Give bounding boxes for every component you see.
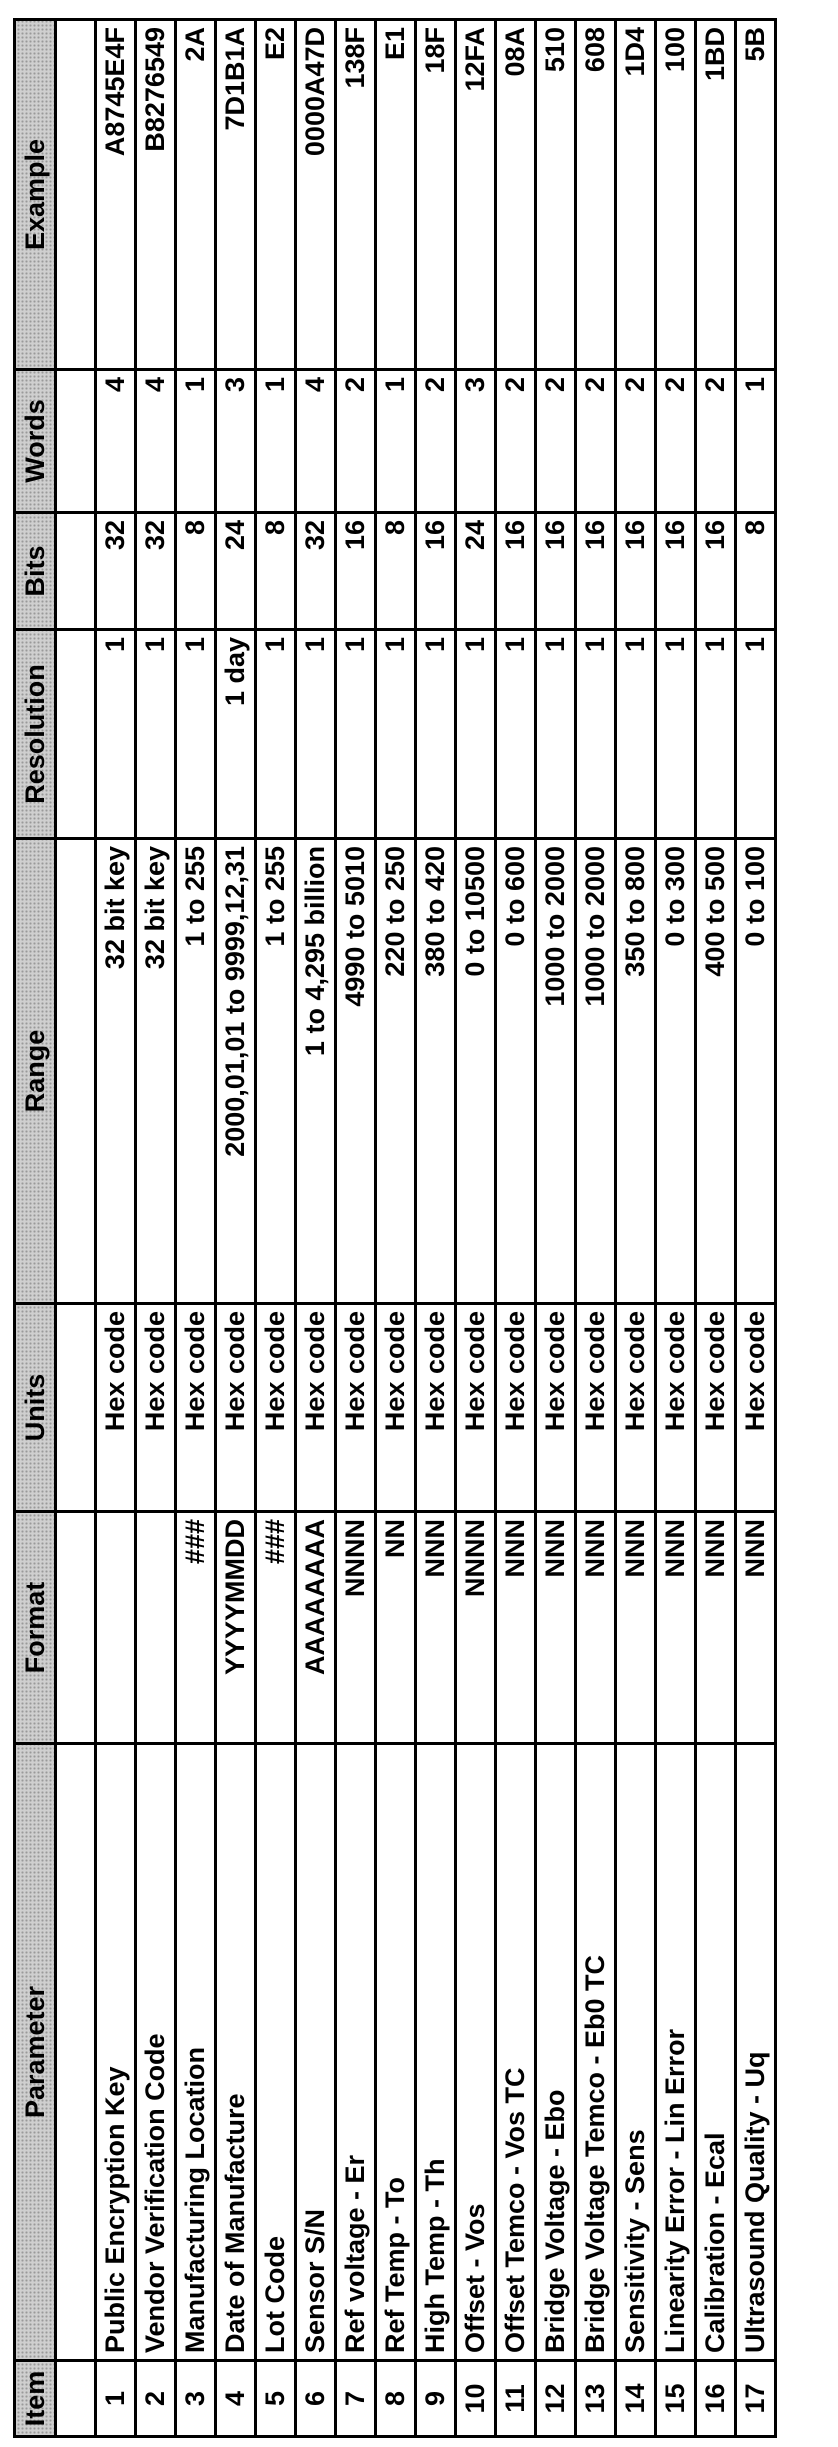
cell-resolution: 1 (376, 630, 416, 839)
cell-example: 0000A47D (296, 20, 336, 370)
cell-bits: 16 (496, 513, 536, 630)
cell-parameter: Ref Temp - To (376, 1744, 416, 2361)
cell-format: NNN (616, 1512, 656, 1744)
table-row (616, 20, 656, 2437)
cell-bits: 8 (736, 513, 776, 630)
cell-resolution: 1 (96, 630, 136, 839)
cell-range: 1 to 255 (176, 839, 216, 1304)
cell-example: 2A (176, 20, 216, 370)
cell-resolution: 1 (296, 630, 336, 839)
cell-parameter: Bridge Voltage - Ebo (536, 1744, 576, 2361)
cell-parameter: Sensitivity - Sens (616, 1744, 656, 2361)
cell-format: YYYYMMDD (216, 1512, 256, 1744)
table-row (216, 20, 256, 2437)
cell-resolution: 1 (416, 630, 456, 839)
cell-example: 608 (576, 20, 616, 370)
header-example: Example (15, 20, 56, 370)
cell-words: 4 (96, 370, 136, 513)
cell-units: Hex code (296, 1304, 336, 1512)
cell-parameter: Date of Manufacture (216, 1744, 256, 2361)
table-row (576, 20, 616, 2437)
cell-range: 1000 to 2000 (536, 839, 576, 1304)
cell-bits: 8 (256, 513, 296, 630)
cell-words: 3 (456, 370, 496, 513)
cell-words: 4 (136, 370, 176, 513)
cell-example: 18F (416, 20, 456, 370)
cell-bits: 16 (536, 513, 576, 630)
cell-example: 12FA (456, 20, 496, 370)
cell-parameter: Sensor S/N (296, 1744, 336, 2361)
cell-range: 0 to 300 (656, 839, 696, 1304)
cell-bits: 16 (576, 513, 616, 630)
cell-example: 7D1B1A (216, 20, 256, 370)
cell-units: Hex code (256, 1304, 296, 1512)
cell-example: 138F (336, 20, 376, 370)
header-resolution: Resolution (15, 630, 56, 839)
cell-resolution: 1 (176, 630, 216, 839)
cell-units: Hex code (576, 1304, 616, 1512)
cell-range: 1 to 255 (256, 839, 296, 1304)
cell-item: 13 (576, 2361, 616, 2437)
cell-example: A8745E4F (96, 20, 136, 370)
cell-words: 1 (256, 370, 296, 513)
cell-units: Hex code (656, 1304, 696, 1512)
cell-resolution: 1 (136, 630, 176, 839)
cell-example: E2 (256, 20, 296, 370)
table-row (376, 20, 416, 2437)
cell-format: NNN (736, 1512, 776, 1744)
cell-item: 17 (736, 2361, 776, 2437)
header-row (15, 20, 56, 2437)
cell-resolution: 1 (736, 630, 776, 839)
cell-range: 220 to 250 (376, 839, 416, 1304)
cell-bits: 24 (216, 513, 256, 630)
cell-words: 2 (496, 370, 536, 513)
table-row (456, 20, 496, 2437)
cell-bits: 24 (456, 513, 496, 630)
table-row (416, 20, 456, 2437)
cell-range: 380 to 420 (416, 839, 456, 1304)
cell-words: 1 (176, 370, 216, 513)
header-units: Units (15, 1304, 56, 1512)
header-format: Format (15, 1512, 56, 1744)
cell-units: Hex code (696, 1304, 736, 1512)
cell-item: 10 (456, 2361, 496, 2437)
header-words: Words (15, 370, 56, 513)
cell-item: 6 (296, 2361, 336, 2437)
table-row (96, 20, 136, 2437)
cell-units: Hex code (136, 1304, 176, 1512)
cell-words: 4 (296, 370, 336, 513)
cell-resolution: 1 (496, 630, 536, 839)
cell-resolution: 1 (456, 630, 496, 839)
cell-units: Hex code (736, 1304, 776, 1512)
cell-format (96, 1512, 136, 1744)
cell-example: 5B (736, 20, 776, 370)
header-range: Range (15, 839, 56, 1304)
header-item: Item (15, 2361, 56, 2437)
cell-example: 08A (496, 20, 536, 370)
cell-item: 4 (216, 2361, 256, 2437)
cell-format: ### (256, 1512, 296, 1744)
cell-parameter: Ultrasound Quality - Uq (736, 1744, 776, 2361)
cell-bits: 32 (296, 513, 336, 630)
cell-range: 32 bit key (96, 839, 136, 1304)
cell-format: AAAAAAAA (296, 1512, 336, 1744)
cell-words: 2 (576, 370, 616, 513)
cell-resolution: 1 (656, 630, 696, 839)
cell-parameter: Manufacturing Location (176, 1744, 216, 2361)
cell-format: NNN (696, 1512, 736, 1744)
cell-words: 2 (696, 370, 736, 513)
table-row (656, 20, 696, 2437)
cell-range: 32 bit key (136, 839, 176, 1304)
cell-resolution: 1 (256, 630, 296, 839)
cell-example: 1D4 (616, 20, 656, 370)
cell-range: 350 to 800 (616, 839, 656, 1304)
cell-parameter: Vendor Verification Code (136, 1744, 176, 2361)
cell-units: Hex code (176, 1304, 216, 1512)
cell-words: 2 (416, 370, 456, 513)
cell-item: 8 (376, 2361, 416, 2437)
cell-range: 1 to 4,295 billion (296, 839, 336, 1304)
cell-item: 15 (656, 2361, 696, 2437)
cell-format (136, 1512, 176, 1744)
cell-format: NNNN (336, 1512, 376, 1744)
cell-resolution: 1 (336, 630, 376, 839)
cell-parameter: Ref voltage - Er (336, 1744, 376, 2361)
cell-words: 1 (736, 370, 776, 513)
cell-resolution: 1 (616, 630, 656, 839)
cell-bits: 8 (376, 513, 416, 630)
cell-units: Hex code (456, 1304, 496, 1512)
cell-resolution: 1 (696, 630, 736, 839)
cell-range: 0 to 10500 (456, 839, 496, 1304)
cell-example: E1 (376, 20, 416, 370)
cell-words: 2 (536, 370, 576, 513)
cell-parameter: Offset - Vos (456, 1744, 496, 2361)
cell-parameter: High Temp - Th (416, 1744, 456, 2361)
cell-format: ### (176, 1512, 216, 1744)
cell-bits: 16 (336, 513, 376, 630)
cell-words: 3 (216, 370, 256, 513)
cell-format: NNN (656, 1512, 696, 1744)
cell-resolution: 1 (576, 630, 616, 839)
table-row (736, 20, 776, 2437)
cell-words: 2 (336, 370, 376, 513)
cell-words: 1 (376, 370, 416, 513)
cell-resolution: 1 (536, 630, 576, 839)
cell-bits: 16 (696, 513, 736, 630)
cell-parameter: Bridge Voltage Temco - Eb0 TC (576, 1744, 616, 2361)
cell-example: 510 (536, 20, 576, 370)
cell-bits: 16 (416, 513, 456, 630)
cell-item: 2 (136, 2361, 176, 2437)
table-row (336, 20, 376, 2437)
cell-units: Hex code (616, 1304, 656, 1512)
table-row (136, 20, 176, 2437)
rotated-page (0, 0, 838, 2447)
cell-units: Hex code (376, 1304, 416, 1512)
header-bits: Bits (15, 513, 56, 630)
table-row (256, 20, 296, 2437)
cell-parameter: Calibration - Ecal (696, 1744, 736, 2361)
cell-units: Hex code (416, 1304, 456, 1512)
cell-item: 16 (696, 2361, 736, 2437)
cell-words: 2 (616, 370, 656, 513)
cell-bits: 16 (616, 513, 656, 630)
cell-range: 400 to 500 (696, 839, 736, 1304)
cell-item: 7 (336, 2361, 376, 2437)
cell-units: Hex code (496, 1304, 536, 1512)
cell-units: Hex code (536, 1304, 576, 1512)
table-row (296, 20, 336, 2437)
cell-item: 1 (96, 2361, 136, 2437)
cell-range: 4990 to 5010 (336, 839, 376, 1304)
cell-range: 0 to 100 (736, 839, 776, 1304)
cell-item: 3 (176, 2361, 216, 2437)
cell-range: 2000,01,01 to 9999,12,31 (216, 839, 256, 1304)
table-row (536, 20, 576, 2437)
cell-units: Hex code (96, 1304, 136, 1512)
blank-row (56, 20, 96, 2437)
cell-item: 12 (536, 2361, 576, 2437)
cell-bits: 32 (96, 513, 136, 630)
cell-format: NNNN (456, 1512, 496, 1744)
cell-item: 14 (616, 2361, 656, 2437)
table-row (696, 20, 736, 2437)
cell-example: 1BD (696, 20, 736, 370)
cell-format: NN (376, 1512, 416, 1744)
sensor-parameter-table (13, 18, 777, 2438)
cell-item: 11 (496, 2361, 536, 2437)
cell-format: NNN (496, 1512, 536, 1744)
table-row (496, 20, 536, 2437)
cell-words: 2 (656, 370, 696, 513)
cell-units: Hex code (336, 1304, 376, 1512)
cell-bits: 16 (656, 513, 696, 630)
cell-bits: 32 (136, 513, 176, 630)
cell-item: 5 (256, 2361, 296, 2437)
cell-parameter: Offset Temco - Vos TC (496, 1744, 536, 2361)
cell-parameter: Linearity Error - Lin Error (656, 1744, 696, 2361)
cell-parameter: Lot Code (256, 1744, 296, 2361)
cell-bits: 8 (176, 513, 216, 630)
cell-units: Hex code (216, 1304, 256, 1512)
cell-format: NNN (576, 1512, 616, 1744)
cell-range: 1000 to 2000 (576, 839, 616, 1304)
cell-parameter: Public Encryption Key (96, 1744, 136, 2361)
cell-item: 9 (416, 2361, 456, 2437)
cell-example: 100 (656, 20, 696, 370)
table-row (176, 20, 216, 2437)
header-parameter: Parameter (15, 1744, 56, 2361)
cell-range: 0 to 600 (496, 839, 536, 1304)
cell-resolution: 1 day (216, 630, 256, 839)
cell-format: NNN (536, 1512, 576, 1744)
cell-example: B8276549 (136, 20, 176, 370)
cell-format: NNN (416, 1512, 456, 1744)
